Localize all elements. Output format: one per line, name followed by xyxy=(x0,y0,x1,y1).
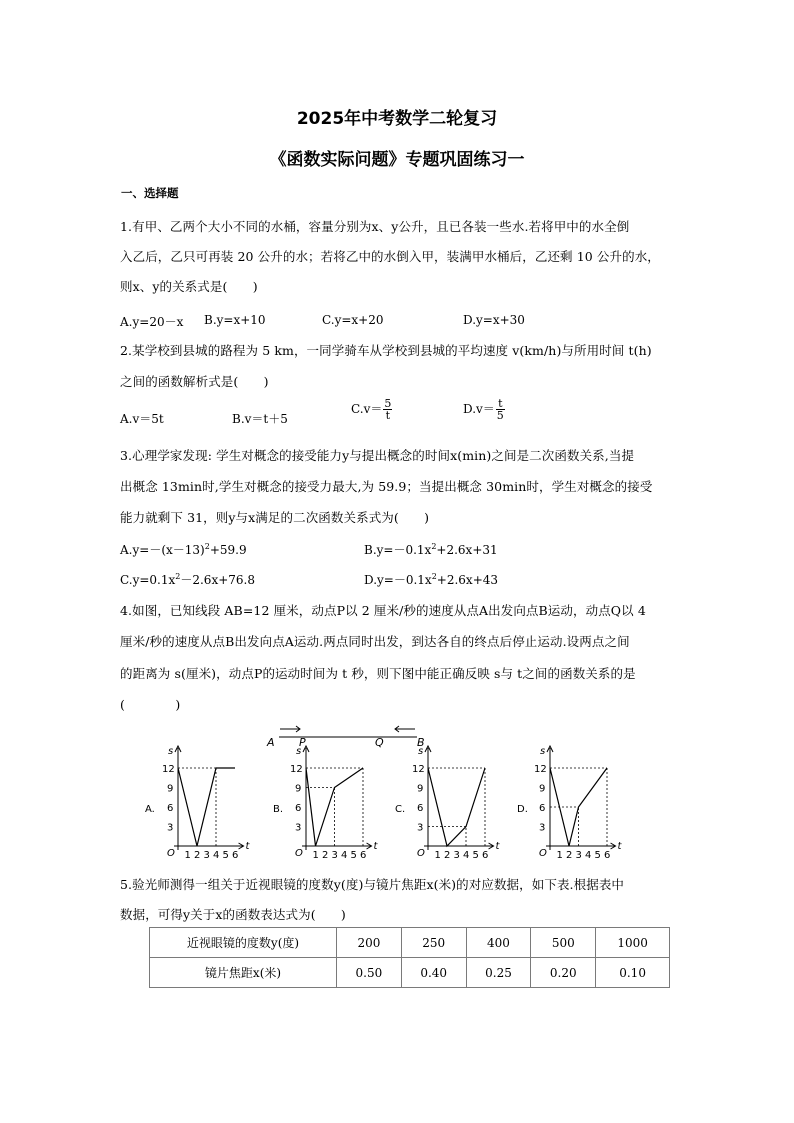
x-tick-label: 3 xyxy=(331,850,338,861)
x-axis-label: t xyxy=(373,841,378,852)
question-1-line-2: 入乙后，乙只可再装 20 公升的水；若将乙中的水倒入甲，装满甲水桶后，乙还剩 10 公升的水， xyxy=(120,249,660,264)
q3-option-d-pre: D.y=－0.1x xyxy=(364,573,432,587)
graph-option-label: A. xyxy=(145,804,155,815)
x-tick-label: 1 xyxy=(556,850,563,861)
fraction-numerator: t xyxy=(496,398,505,410)
q2-option-c-prefix: C.v＝ xyxy=(351,402,383,416)
x-tick-label: 6 xyxy=(232,850,239,861)
page-subtitle: 《函数实际问题》专题巩固练习一 xyxy=(269,150,525,170)
q3-option-d-post: +2.6x+43 xyxy=(436,573,499,587)
y-axis-label: s xyxy=(168,746,174,757)
q3-option-c-post: －2.6x+76.8 xyxy=(180,573,255,587)
origin-label: O xyxy=(167,848,175,859)
y-tick-label: 6 xyxy=(167,803,174,814)
q2-option-c-fraction xyxy=(383,398,392,421)
table-cell: 250 xyxy=(401,928,466,958)
question-3-line-2: 出概念 13min时,学生对概念的接受力最大,为 59.9；当提出概念 30min时，学生对概念的接受 xyxy=(120,479,653,494)
table-cell: 0.40 xyxy=(401,958,466,988)
exponent: 2 xyxy=(204,542,210,551)
y-tick-label: 12 xyxy=(412,764,425,775)
point-b-label: B xyxy=(417,736,425,749)
question-5-line-1: 5.验光师测得一组关于近视眼镜的度数y(度)与镜片焦距x(米)的对应数据，如下表.根据表中 xyxy=(120,877,625,892)
question-4-line-2: 厘米/秒的速度从点B出发向点A运动.两点同时出发，到达各自的终点后停止运动.设两点之间 xyxy=(120,634,630,649)
x-tick-label: 3 xyxy=(453,850,460,861)
point-p-label: P xyxy=(299,736,306,749)
q3-option-a xyxy=(120,541,247,558)
table-row xyxy=(150,958,670,988)
x-tick-label: 4 xyxy=(213,850,220,861)
point-q-label: Q xyxy=(375,736,384,749)
table-cell: 1000 xyxy=(596,928,670,958)
q1-option-a: A.y=20－x xyxy=(120,315,184,329)
page-title: 2025年中考数学二轮复习 xyxy=(296,109,498,129)
x-tick-label: 6 xyxy=(482,850,489,861)
graph-option-label: B. xyxy=(273,804,284,815)
q1-option-c: C.y=x+20 xyxy=(322,313,384,327)
q1-option-d: D.y=x+30 xyxy=(463,313,525,327)
y-tick-label: 3 xyxy=(539,822,546,834)
question-4-line-4: ( ) xyxy=(120,697,181,712)
section-heading: 一、选择题 xyxy=(121,186,179,200)
x-tick-label: 4 xyxy=(341,850,348,861)
question-2-line-2: 之间的函数解析式是( ) xyxy=(120,374,269,389)
y-tick-label: 9 xyxy=(295,783,302,795)
q2-option-b: B.v＝t＋5 xyxy=(232,412,288,426)
x-tick-label: 1 xyxy=(434,850,441,861)
y-axis-label: s xyxy=(418,746,424,757)
x-tick-label: 4 xyxy=(463,850,470,861)
x-tick-label: 5 xyxy=(350,850,357,861)
y-tick-label: 3 xyxy=(295,822,302,834)
x-tick-label: 3 xyxy=(203,850,210,861)
x-tick-label: 2 xyxy=(566,850,573,861)
x-tick-label: 6 xyxy=(604,850,611,861)
table-cell: 0.20 xyxy=(531,958,596,988)
fraction-denominator: t xyxy=(385,409,391,422)
x-tick-label: 1 xyxy=(312,850,319,861)
table-cell: 0.25 xyxy=(466,958,531,988)
q3-option-b-pre: B.y=－0.1x xyxy=(364,543,432,557)
y-tick-label: 6 xyxy=(539,803,546,814)
q3-option-c-pre: C.y=0.1x xyxy=(120,573,176,587)
x-tick-label: 3 xyxy=(575,850,582,861)
origin-label: O xyxy=(295,848,303,859)
x-tick-label: 5 xyxy=(594,850,601,861)
question-3-line-3: 能力就剩下 31，则y与x满足的二次函数关系式为( ) xyxy=(120,510,430,525)
question-2-line-1: 2.某学校到县城的路程为 5 km，一同学骑车从学校到县城的平均速度 v(km/h)与所用时间 t(h) xyxy=(120,343,652,358)
y-tick-label: 6 xyxy=(295,803,302,814)
data-table xyxy=(149,927,670,988)
table-cell: 0.10 xyxy=(596,958,670,988)
x-tick-label: 2 xyxy=(322,850,329,861)
graphs-figure xyxy=(120,742,622,861)
y-tick-label: 9 xyxy=(167,783,174,795)
x-tick-label: 5 xyxy=(222,850,229,861)
q2-option-c xyxy=(351,398,392,421)
q2-option-a: A.v＝5t xyxy=(120,412,164,426)
table-cell: 0.50 xyxy=(337,958,402,988)
question-5-line-2: 数据，可得y关于x的函数表达式为( ) xyxy=(120,907,346,922)
point-a-label: A xyxy=(267,736,275,749)
q3-option-d xyxy=(364,571,498,588)
q3-option-a-pre: A.y=－(x－13) xyxy=(120,543,205,557)
x-tick-label: 6 xyxy=(360,850,367,861)
graph-line xyxy=(428,768,485,846)
table-cell: 200 xyxy=(337,928,402,958)
exponent: 2 xyxy=(175,572,181,581)
y-axis-label: s xyxy=(296,746,302,757)
q2-option-d-prefix: D.v＝ xyxy=(463,402,495,416)
origin-label: O xyxy=(539,848,547,859)
x-axis-label: t xyxy=(495,841,500,852)
exponent: 2 xyxy=(431,572,437,581)
x-axis-label: t xyxy=(245,841,250,852)
q3-option-a-post: +59.9 xyxy=(209,543,247,557)
question-3-line-1: 3.心理学家发现: 学生对概念的接受能力y与提出概念的时间x(min)之间是二次函数关系,当提 xyxy=(120,448,635,463)
q3-option-b-post: +2.6x+31 xyxy=(436,543,498,557)
table-row-header: 近视眼镜的度数y(度) xyxy=(150,928,337,958)
x-tick-label: 1 xyxy=(184,850,191,861)
y-tick-label: 6 xyxy=(417,803,424,814)
x-tick-label: 2 xyxy=(444,850,451,861)
fraction-denominator: 5 xyxy=(496,409,504,422)
graph-line xyxy=(178,768,235,846)
y-tick-label: 9 xyxy=(417,783,424,795)
origin-label: O xyxy=(417,848,425,859)
graph-line xyxy=(306,768,363,846)
question-1-line-1: 1.有甲、乙两个大小不同的水桶，容量分别为x、y公升，且已各装一些水.若将甲中的水全倒 xyxy=(120,219,630,234)
y-tick-label: 9 xyxy=(539,783,546,795)
x-axis-label: t xyxy=(617,841,622,852)
graph-option-label: C. xyxy=(395,804,406,815)
table-row xyxy=(150,928,670,958)
question-1-line-3: 则x、y的关系式是( ) xyxy=(120,279,258,294)
fraction-numerator: 5 xyxy=(384,397,392,410)
y-tick-label: 12 xyxy=(290,764,303,775)
y-tick-label: 3 xyxy=(417,822,424,834)
x-tick-label: 4 xyxy=(585,850,592,861)
x-tick-label: 2 xyxy=(194,850,201,861)
q2-option-d-fraction xyxy=(496,398,505,421)
q3-option-c xyxy=(120,571,255,588)
y-tick-label: 12 xyxy=(534,764,547,775)
y-tick-label: 12 xyxy=(162,764,175,775)
y-tick-label: 3 xyxy=(167,822,174,834)
question-4-line-1: 4.如图，已知线段 AB=12 厘米，动点P以 2 厘米/秒的速度从点A出发向点B运动，动点Q以 4 xyxy=(120,603,646,618)
question-4-line-3: 的距离为 s(厘米)，动点P的运动时间为 t 秒，则下图中能正确反映 s与 t之间的函数关系的是 xyxy=(120,666,636,681)
exponent: 2 xyxy=(431,542,437,551)
y-axis-label: s xyxy=(540,746,546,757)
table-cell: 500 xyxy=(531,928,596,958)
q3-option-b xyxy=(364,541,498,558)
x-tick-label: 5 xyxy=(472,850,479,861)
graph-option-label: D. xyxy=(517,804,528,815)
q1-option-b: B.y=x+10 xyxy=(204,313,266,327)
q2-option-d xyxy=(463,398,505,421)
table-row-header: 镜片焦距x(米) xyxy=(150,958,337,988)
table-cell: 400 xyxy=(466,928,531,958)
